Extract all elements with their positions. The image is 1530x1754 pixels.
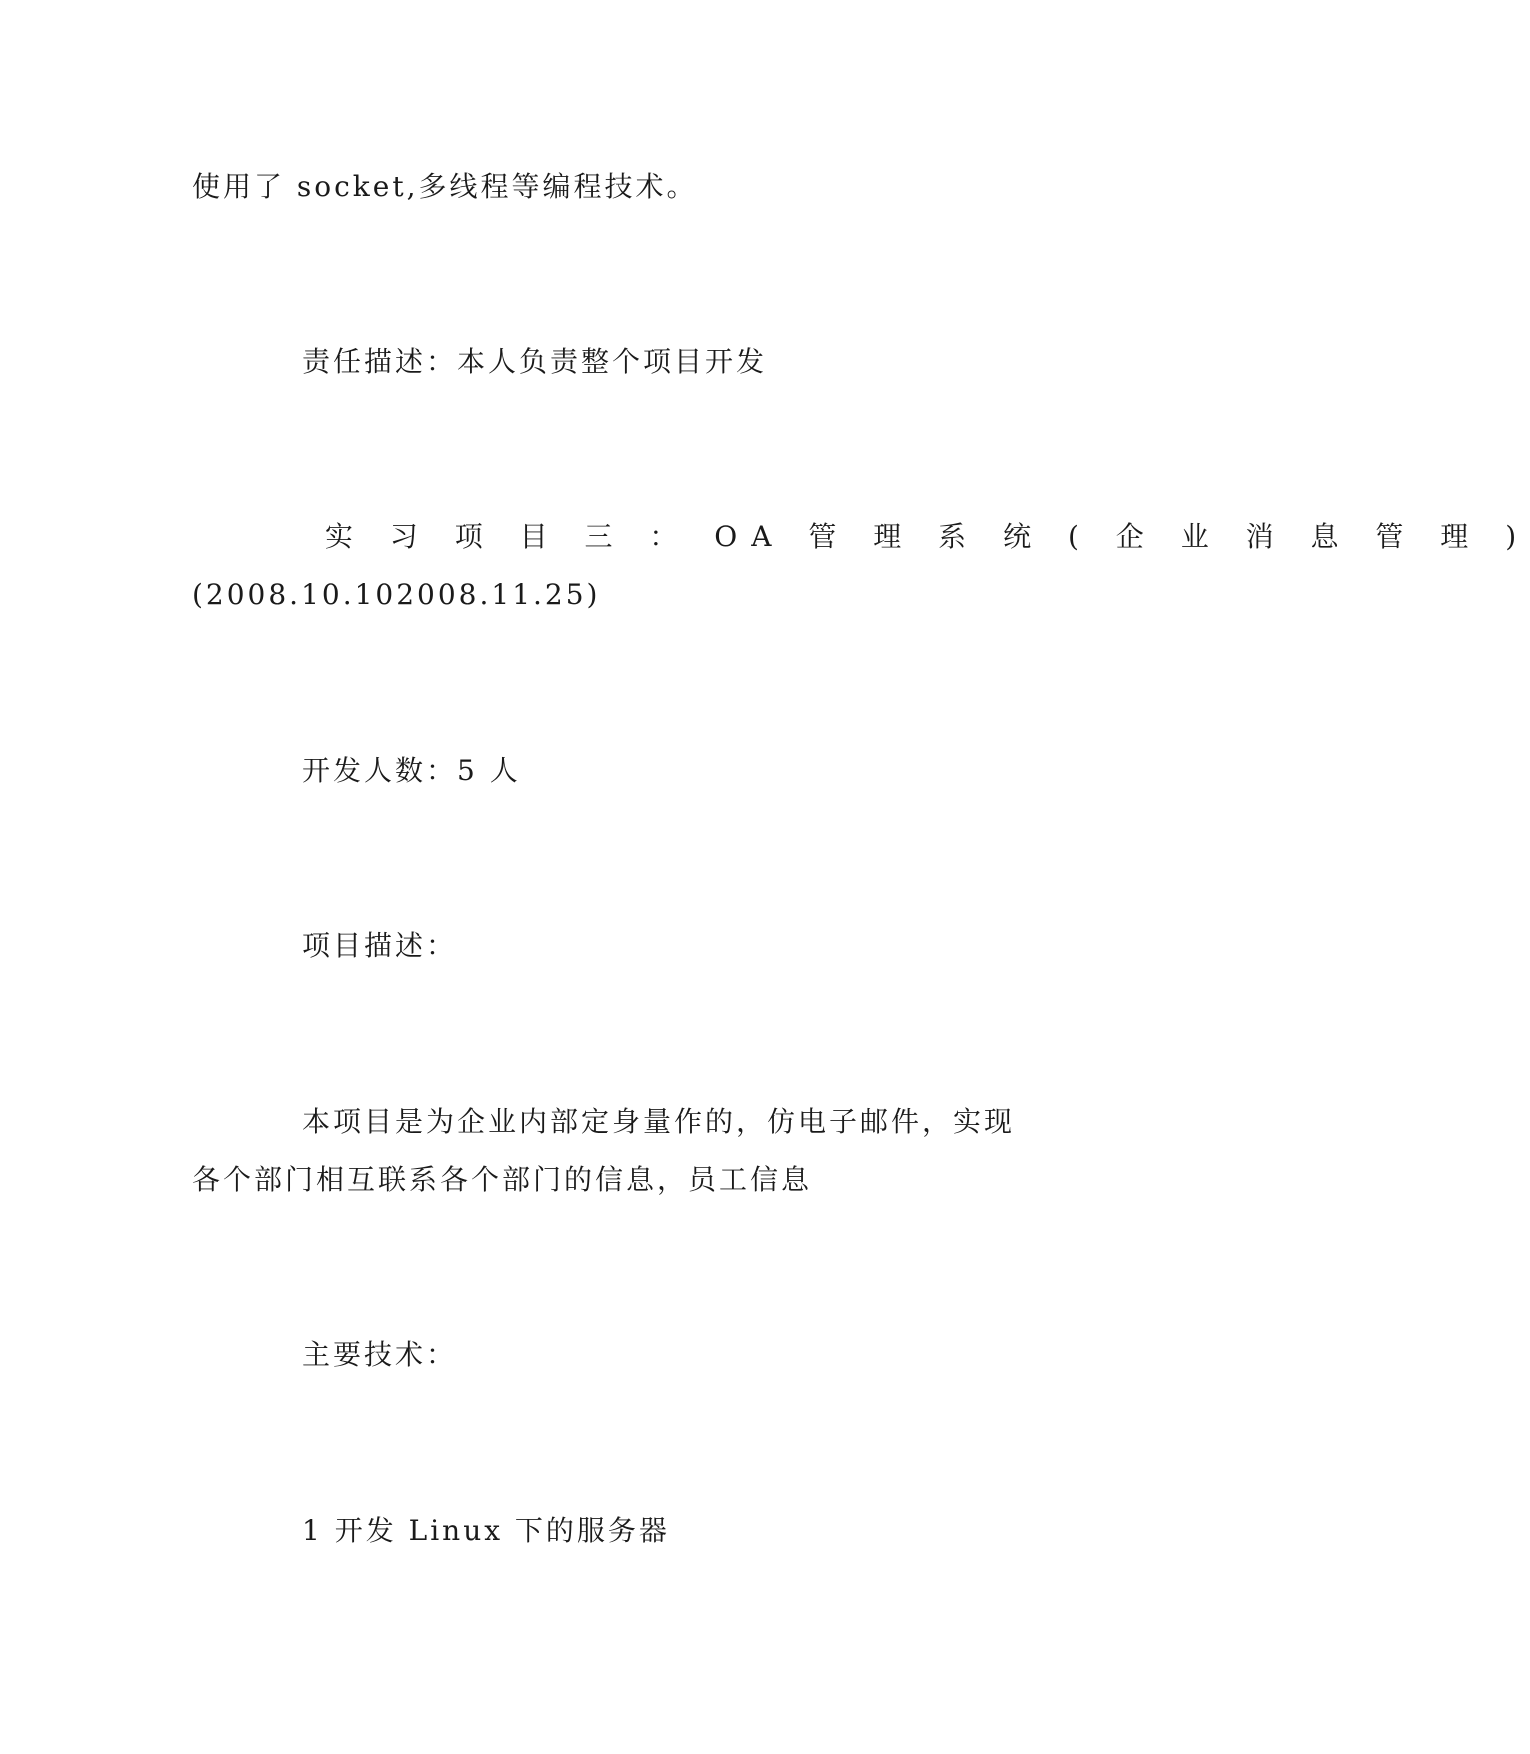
text-line: 开发人数：5 人 — [302, 754, 521, 787]
text-line: 使用了 socket,多线程等编程技术。 — [192, 170, 698, 203]
date-range-line: (2008.10.102008.11.25) — [192, 578, 601, 611]
text-line: 本项目是为企业内部定身量作的，仿电子邮件，实现 — [302, 1105, 1016, 1138]
text-line: 1 开发 Linux 下的服务器 — [302, 1514, 670, 1547]
text-line: 责任描述：本人负责整个项目开发 — [302, 345, 768, 378]
text-line: 项目描述： — [302, 929, 458, 962]
text-line: 各个部门相互联系各个部门的信息，员工信息 — [192, 1163, 813, 1196]
heading-line: 实 习 项 目 三 ： OA 管 理 系 统 ( 企 业 消 息 管 理 ) — [302, 520, 1530, 553]
text-line: 主要技术： — [302, 1338, 458, 1371]
